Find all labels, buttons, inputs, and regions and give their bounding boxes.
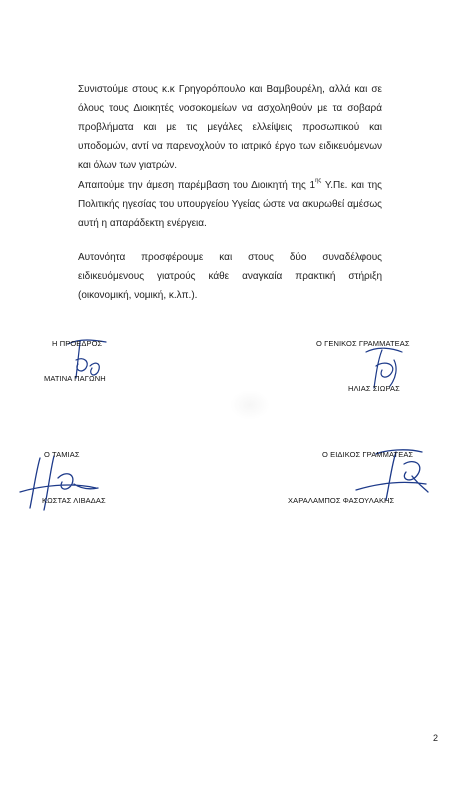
ordinal-superscript: ης	[315, 178, 322, 184]
general-secretary-title: Ο ΓΕΝΙΚΟΣ ΓΡΑΜΜΑΤΕΑΣ	[316, 339, 410, 348]
paragraph-demand	[78, 176, 382, 233]
paragraph-recommendation: Συνιστούμε στους κ.κ Γρηγορόπουλο και Βαμβουρέλη, αλλά και σε όλους τους Διοικητές νοσοκομείων να ασχοληθούν με τα σοβαρά προβλήματα και με τις μεγάλες ελλείψεις προσωπικού και υποδομών, αντί να παρενοχλούν το ιατρικό έργο των ειδικευόμενων και όλων των γιατρών.	[78, 84, 382, 171]
scan-smudge	[230, 390, 270, 420]
president-name: ΜΑΤΙΝΑ ΠΑΓΩΝΗ	[44, 374, 106, 383]
special-secretary-title: Ο ΕΙΔΙΚΟΣ ΓΡΑΜΜΑΤΕΑΣ	[322, 450, 414, 459]
special-secretary-name: ΧΑΡΑΛΑΜΠΟΣ ΦΑΣΟΥΛΑΚΗΣ	[288, 496, 395, 505]
treasurer-name: ΚΩΣΤΑΣ ΛΙΒΑΔΑΣ	[42, 496, 106, 505]
paragraph-demand-start: Απαιτούμε την άμεση παρέμβαση του Διοικητή της 1	[78, 180, 316, 191]
paragraph-support: Αυτονόητα προσφέρουμε και στους δύο συναδέλφους ειδικευόμενους γιατρούς κάθε αναγκαία πρακτική στήριξη (οικονομική, νομική, κ.λπ.).	[78, 252, 382, 301]
page-number: 2	[433, 733, 439, 743]
treasurer-title: Ο ΤΑΜΙΑΣ	[44, 450, 80, 459]
paragraph-demand-end: Υ.Πε. και της Πολιτικής ηγεσίας του υπουργείου Υγείας ώστε να ακυρωθεί αμέσως αυτή η απαράδεκτη ενέργεια.	[78, 180, 382, 229]
general-secretary-name: ΗΛΙΑΣ ΣΙΩΡΑΣ	[348, 384, 400, 393]
president-title: Η ΠΡΟΕΔΡΟΣ	[52, 339, 103, 348]
